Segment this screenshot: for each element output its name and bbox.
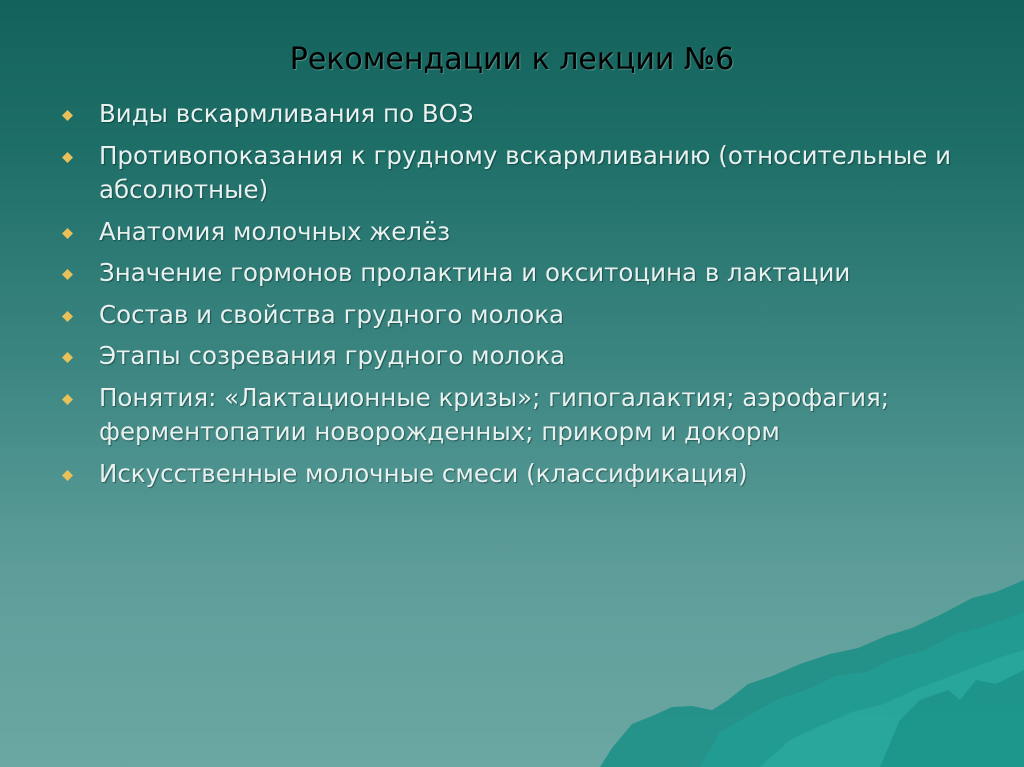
bullet-text: Противопоказания к грудному вскармливанию (относительные и абсолютные) bbox=[99, 140, 952, 204]
bullet-text: Понятия: «Лактационные кризы»; гипогалактия; аэрофагия; ферментопатии новорожденных; прикорм и докорм bbox=[99, 382, 890, 446]
diamond-bullet-icon bbox=[62, 352, 73, 363]
bullet-text: Анатомия молочных желёз bbox=[99, 216, 451, 246]
diamond-bullet-icon bbox=[62, 394, 73, 405]
bullet-list bbox=[62, 97, 972, 498]
bullet-text: Виды вскармливания по ВОЗ bbox=[99, 99, 474, 128]
bullet-item bbox=[62, 139, 972, 208]
bullet-text: Этапы созревания грудного молока bbox=[99, 341, 566, 370]
bullet-item bbox=[62, 298, 972, 333]
diamond-bullet-icon bbox=[62, 311, 73, 322]
diamond-bullet-icon bbox=[62, 269, 73, 280]
bullet-item bbox=[62, 381, 972, 450]
bullet-item bbox=[62, 457, 972, 492]
bullet-item bbox=[62, 339, 972, 374]
bullet-item bbox=[62, 215, 972, 250]
diamond-bullet-icon bbox=[62, 110, 73, 121]
bullet-text: Искусственные молочные смеси (классификация) bbox=[99, 458, 748, 488]
bullet-item bbox=[62, 97, 972, 132]
bullet-item bbox=[62, 256, 972, 291]
diamond-bullet-icon bbox=[62, 470, 73, 481]
diamond-bullet-icon bbox=[62, 228, 73, 239]
diamond-bullet-icon bbox=[62, 152, 73, 163]
slide-title: Рекомендации к лекции №6 bbox=[289, 42, 735, 77]
bullet-text: Состав и свойства грудного молока bbox=[99, 299, 565, 329]
bullet-text: Значение гормонов пролактина и окситоцина в лактации bbox=[99, 258, 851, 287]
